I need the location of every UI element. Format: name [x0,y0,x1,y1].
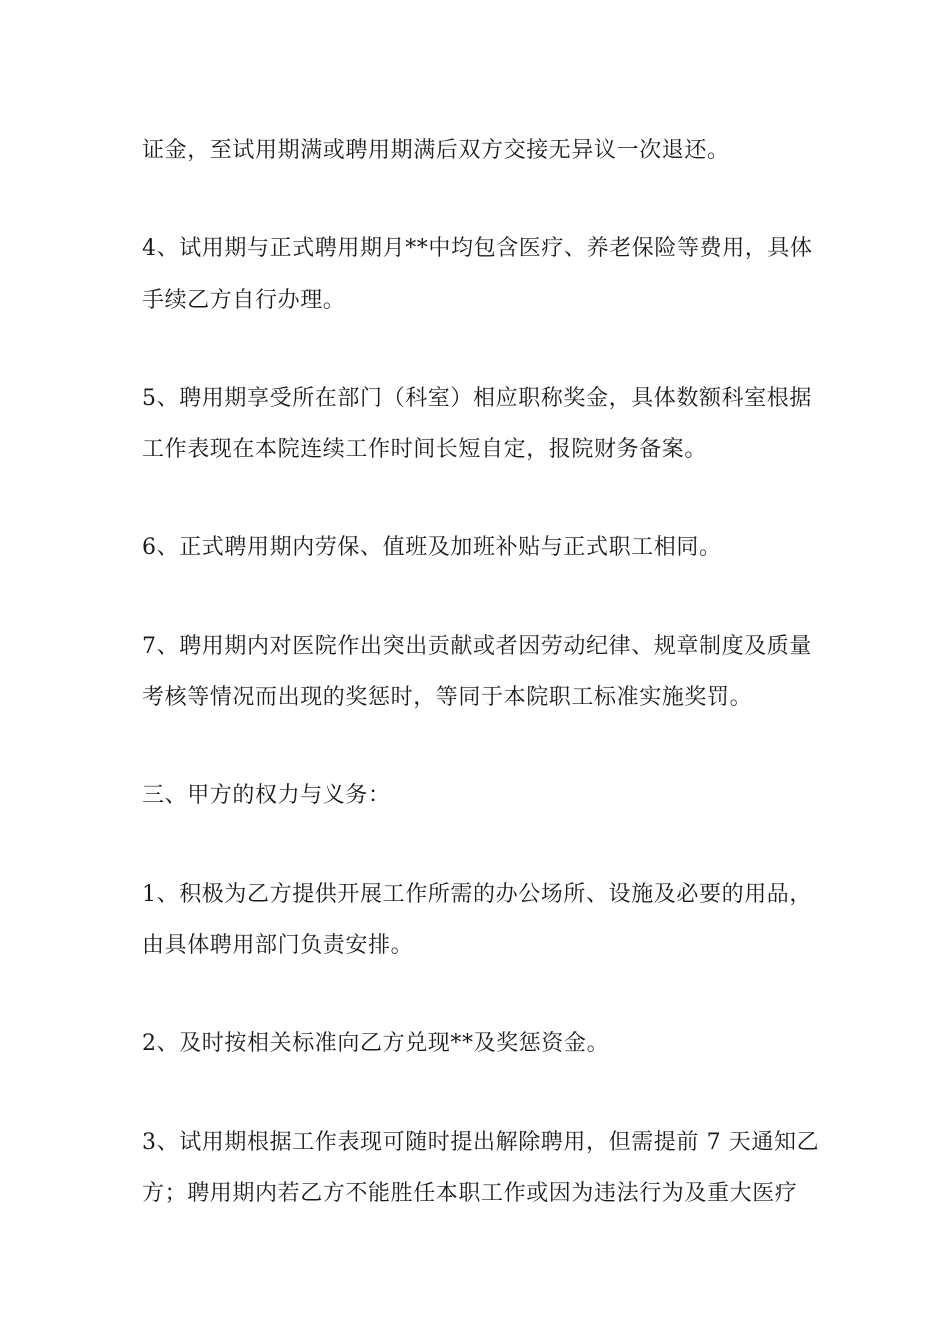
paragraph-continuation-line-1: 证金，至试用期满或聘用期满后双方交接无异议一次退还。 [142,138,730,163]
item-5-line-2: 工作表现在本院连续工作时间长短自定，报院财务备案。 [142,437,708,462]
section-3-item-1-line-2: 由具体聘用部门负责安排。 [142,933,414,958]
section-3-item-3-line-2: 方；聘用期内若乙方不能胜任本职工作或因为违法行为及重大医疗 [142,1181,798,1206]
section-3-item-2-line-1: 2、及时按相关标准向乙方兑现**及奖惩资金。 [142,1031,610,1056]
item-5-line-1: 5、聘用期享受所在部门（科室）相应职称奖金，具体数额科室根据 [142,386,812,411]
section-3-item-1-line-1: 1、积极为乙方提供开展工作所需的办公场所、设施及必要的用品， [142,882,812,907]
section-3-heading: 三、甲方的权力与义务： [142,783,391,808]
item-6-line-1: 6、正式聘用期内劳保、值班及加班补贴与正式职工相同。 [142,535,722,560]
item-7-line-2: 考核等情况而出现的奖惩时，等同于本院职工标准实施奖罚。 [142,685,753,710]
item-4-line-1: 4、试用期与正式聘用期月**中均包含医疗、养老保险等费用，具体 [142,236,813,261]
item-7-line-1: 7、聘用期内对医院作出突出贡献或者因劳动纪律、规章制度及质量 [142,634,812,659]
item-4-line-2: 手续乙方自行办理。 [142,288,346,313]
section-3-item-3-line-1: 3、试用期根据工作表现可随时提出解除聘用，但需提前 7 天通知乙 [142,1130,820,1155]
